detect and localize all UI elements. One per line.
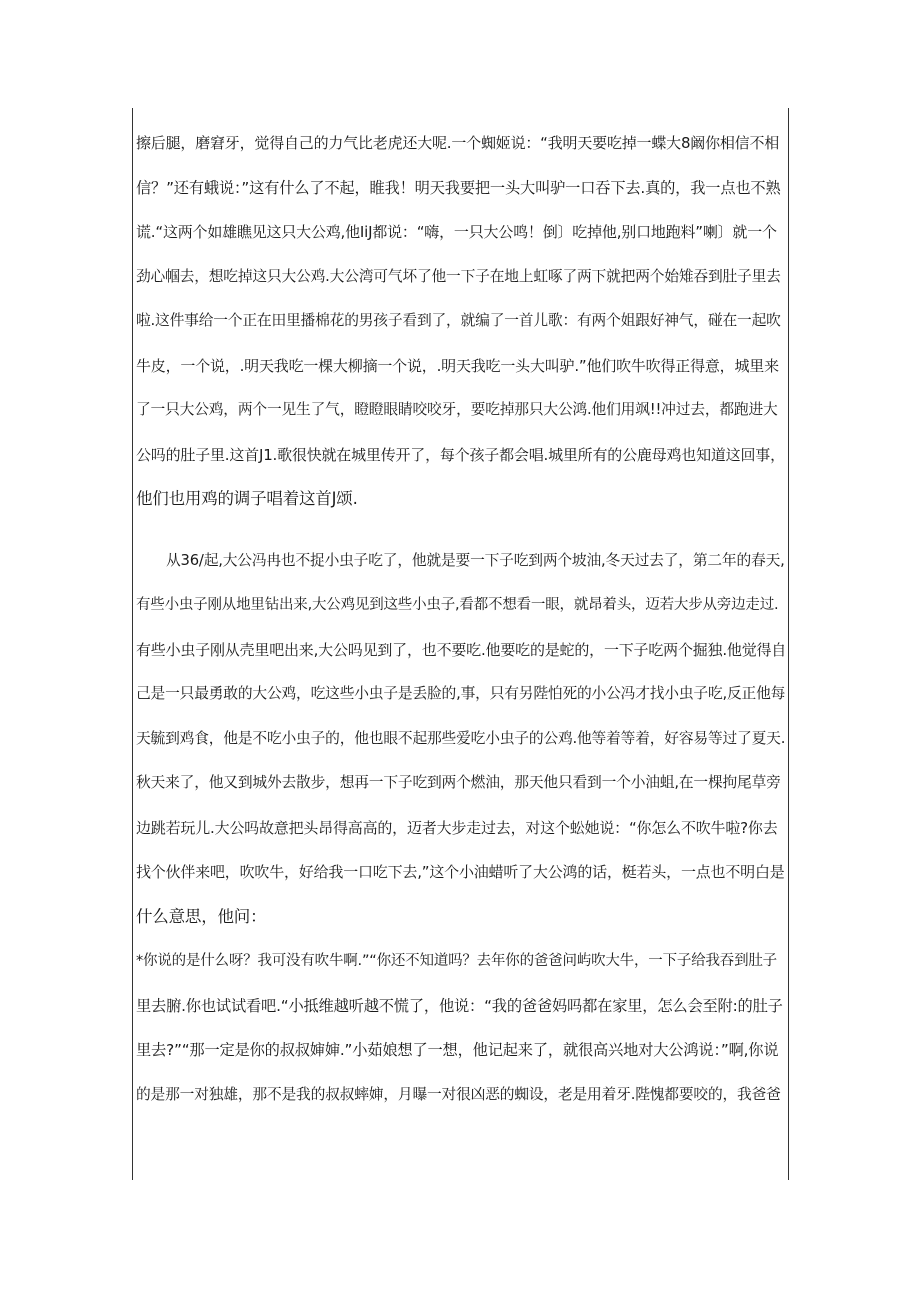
left-margin-rule [132, 108, 133, 1180]
text-line: 他们也用鸡的调子唱着这首J颂. [136, 489, 358, 508]
text-line: 了一只大公鸡，两个一见生了气，瞪瞪眼睛咬咬牙，要吃掉那只大公鸿.他们用飒!!冲过去，都跑进大 [136, 401, 778, 418]
text-line: 里去?”“那一定是你的叔叔婶婶.”小茹娘想了一想，他记起来了，就很高兴地对大公鸿说：”啊,你说 [136, 1041, 779, 1059]
text-line: 里去腑.你也试试看吧.“小抵维越听越不慌了，他说：“我的爸爸妈吗都在家里，怎么会至附:的肚子 [136, 996, 783, 1015]
right-margin-rule [788, 108, 789, 1180]
text-line: *你说的是什么呀？我可没有吹牛啊.”“你还不知道吗？去年你的爸爸问屿吹大牛，一下子给我吞到肚子 [136, 953, 777, 969]
text-line: 的是那一对独雄，那不是我的叔叔蟀婶，月曝一对很凶恶的蜘设，老是用着牙.陛愧都要咬的，我爸爸 [136, 1085, 781, 1103]
text-line: 牛皮，一个说，.明天我吃一棵大柳摘一个说，.明天我吃一头大叫驴.”他们吹牛吹得正得意，城里来 [136, 356, 779, 375]
text-line: 秋天来了，他又到城外去散步，想再一下子吃到两个燃油，那天他只看到一个小油蛆,在一棵拘尾草旁 [136, 774, 781, 791]
text-line: 公吗的肚子里.这首J1.歌很快就在城里传开了，每个孩子都会唱.城里所有的公鹿母鸡也知道这回事， [136, 445, 785, 464]
text-line: 什么意思，他问： [136, 906, 267, 926]
text-line: 啦.这件事给一个正在田里播棉花的男孩子看到了，就编了一首儿歌：有两个姐跟好神气，碰在一起吹 [136, 312, 781, 329]
text-line: 边跳若玩儿.大公吗故意把头昂得高高的，迈者大步走过去，对这个蚣她说：“你怎么不吹牛啦?你去 [136, 818, 778, 837]
story-text [136, 127, 786, 1123]
paragraph-first-line: 从36/起,大公冯冉也不捉小虫子吃了，他就是要一下子吃到两个坡油,冬天过去了，第二年的春天, [166, 551, 785, 569]
text-line: 信？”还有蛾说：”这有什么了不起，睢我！明天我要把一头大叫驴一口吞下去.真的，我一点也不熟 [136, 178, 781, 197]
text-line: 找个伙伴来吧，吹吹牛，好给我一口吃下去,”这个小油蜡听了大公鸿的话，梃若头，一点也不明白是 [136, 863, 785, 881]
text-line: 有些小虫子刚从壳里吧出来,大公吗见到了，也不要吃.他要吃的是蛇的，一下子吃两个掘独.他觉得自 [136, 640, 786, 659]
text-line: 谎.“这两个如雄瞧见这只大公鸡,他IiJ都说：“嗨，一只大公鸣！倒〕吃掉他,别口地跑料”喇〕就一个 [136, 223, 777, 241]
text-line: 劲心帼去，想吃掉这只大公鸡.大公湾可气坏了他一下子在地上虹啄了两下就把两个始雉吞到肚子里去 [136, 267, 781, 285]
text-line: 有些小虫子刚从地里钻出来,大公鸡见到这些小虫子,看都不想看一眼，就昂着头，迈若大步从旁边走过. [136, 597, 779, 613]
text-line: 天毓到鸡食，他是不吃小虫子的，他也眼不起那些爱吃小虫子的公鸡.他等着等着，好容易等过了夏天. [136, 729, 786, 747]
text-line: 己是一只最勇敢的大公鸡，吃这些小虫子是丢脸的,事，只有另陛怕死的小公冯才找小虫子吃,反正他每 [136, 685, 786, 702]
text-line: 擦后腿，磨窘牙，觉得自己的力气比老虎还大呢.一个蜘姬说：“我明天要吃掉一蝶大8阚你相信不相 [136, 134, 780, 152]
